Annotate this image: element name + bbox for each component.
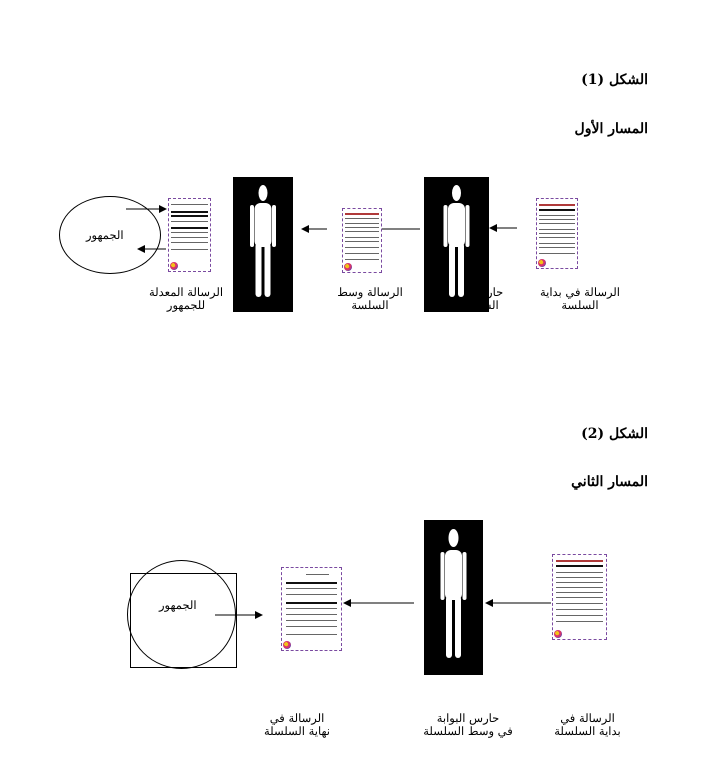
- person-icon: [424, 520, 483, 675]
- gatekeeper-panel-3: [424, 520, 483, 675]
- label-message-end: الرسالة في نهاية السلسلة: [263, 711, 331, 738]
- label-gatekeeper-1: حارس السل: [473, 286, 504, 312]
- label-message-middle: الرسالة وسط السلسة: [337, 285, 403, 312]
- document-message-start-2: [552, 554, 607, 640]
- audience-label-1: الجمهور: [86, 228, 124, 242]
- audience-label-2: الجمهور: [159, 598, 197, 612]
- figure2-heading: الشكل (2): [581, 426, 648, 442]
- figure2-subheading: المسار الثاني: [571, 474, 648, 490]
- figure1-subheading: المسار الأول: [574, 121, 648, 137]
- label-gatekeeper-2: حارس البوابة في وسط السلسلة: [423, 711, 513, 738]
- label-message-modified: الرسالة المعدلة للجمهور: [148, 285, 224, 312]
- audience-circle-2: [127, 560, 236, 669]
- document-message-end: [281, 567, 342, 651]
- label-message-start-2: الرسالة في بداية السلسلة: [554, 711, 621, 738]
- figure1-heading: الشكل (1): [581, 72, 648, 88]
- label-message-start-1: الرسالة في بداية السلسة: [539, 285, 620, 312]
